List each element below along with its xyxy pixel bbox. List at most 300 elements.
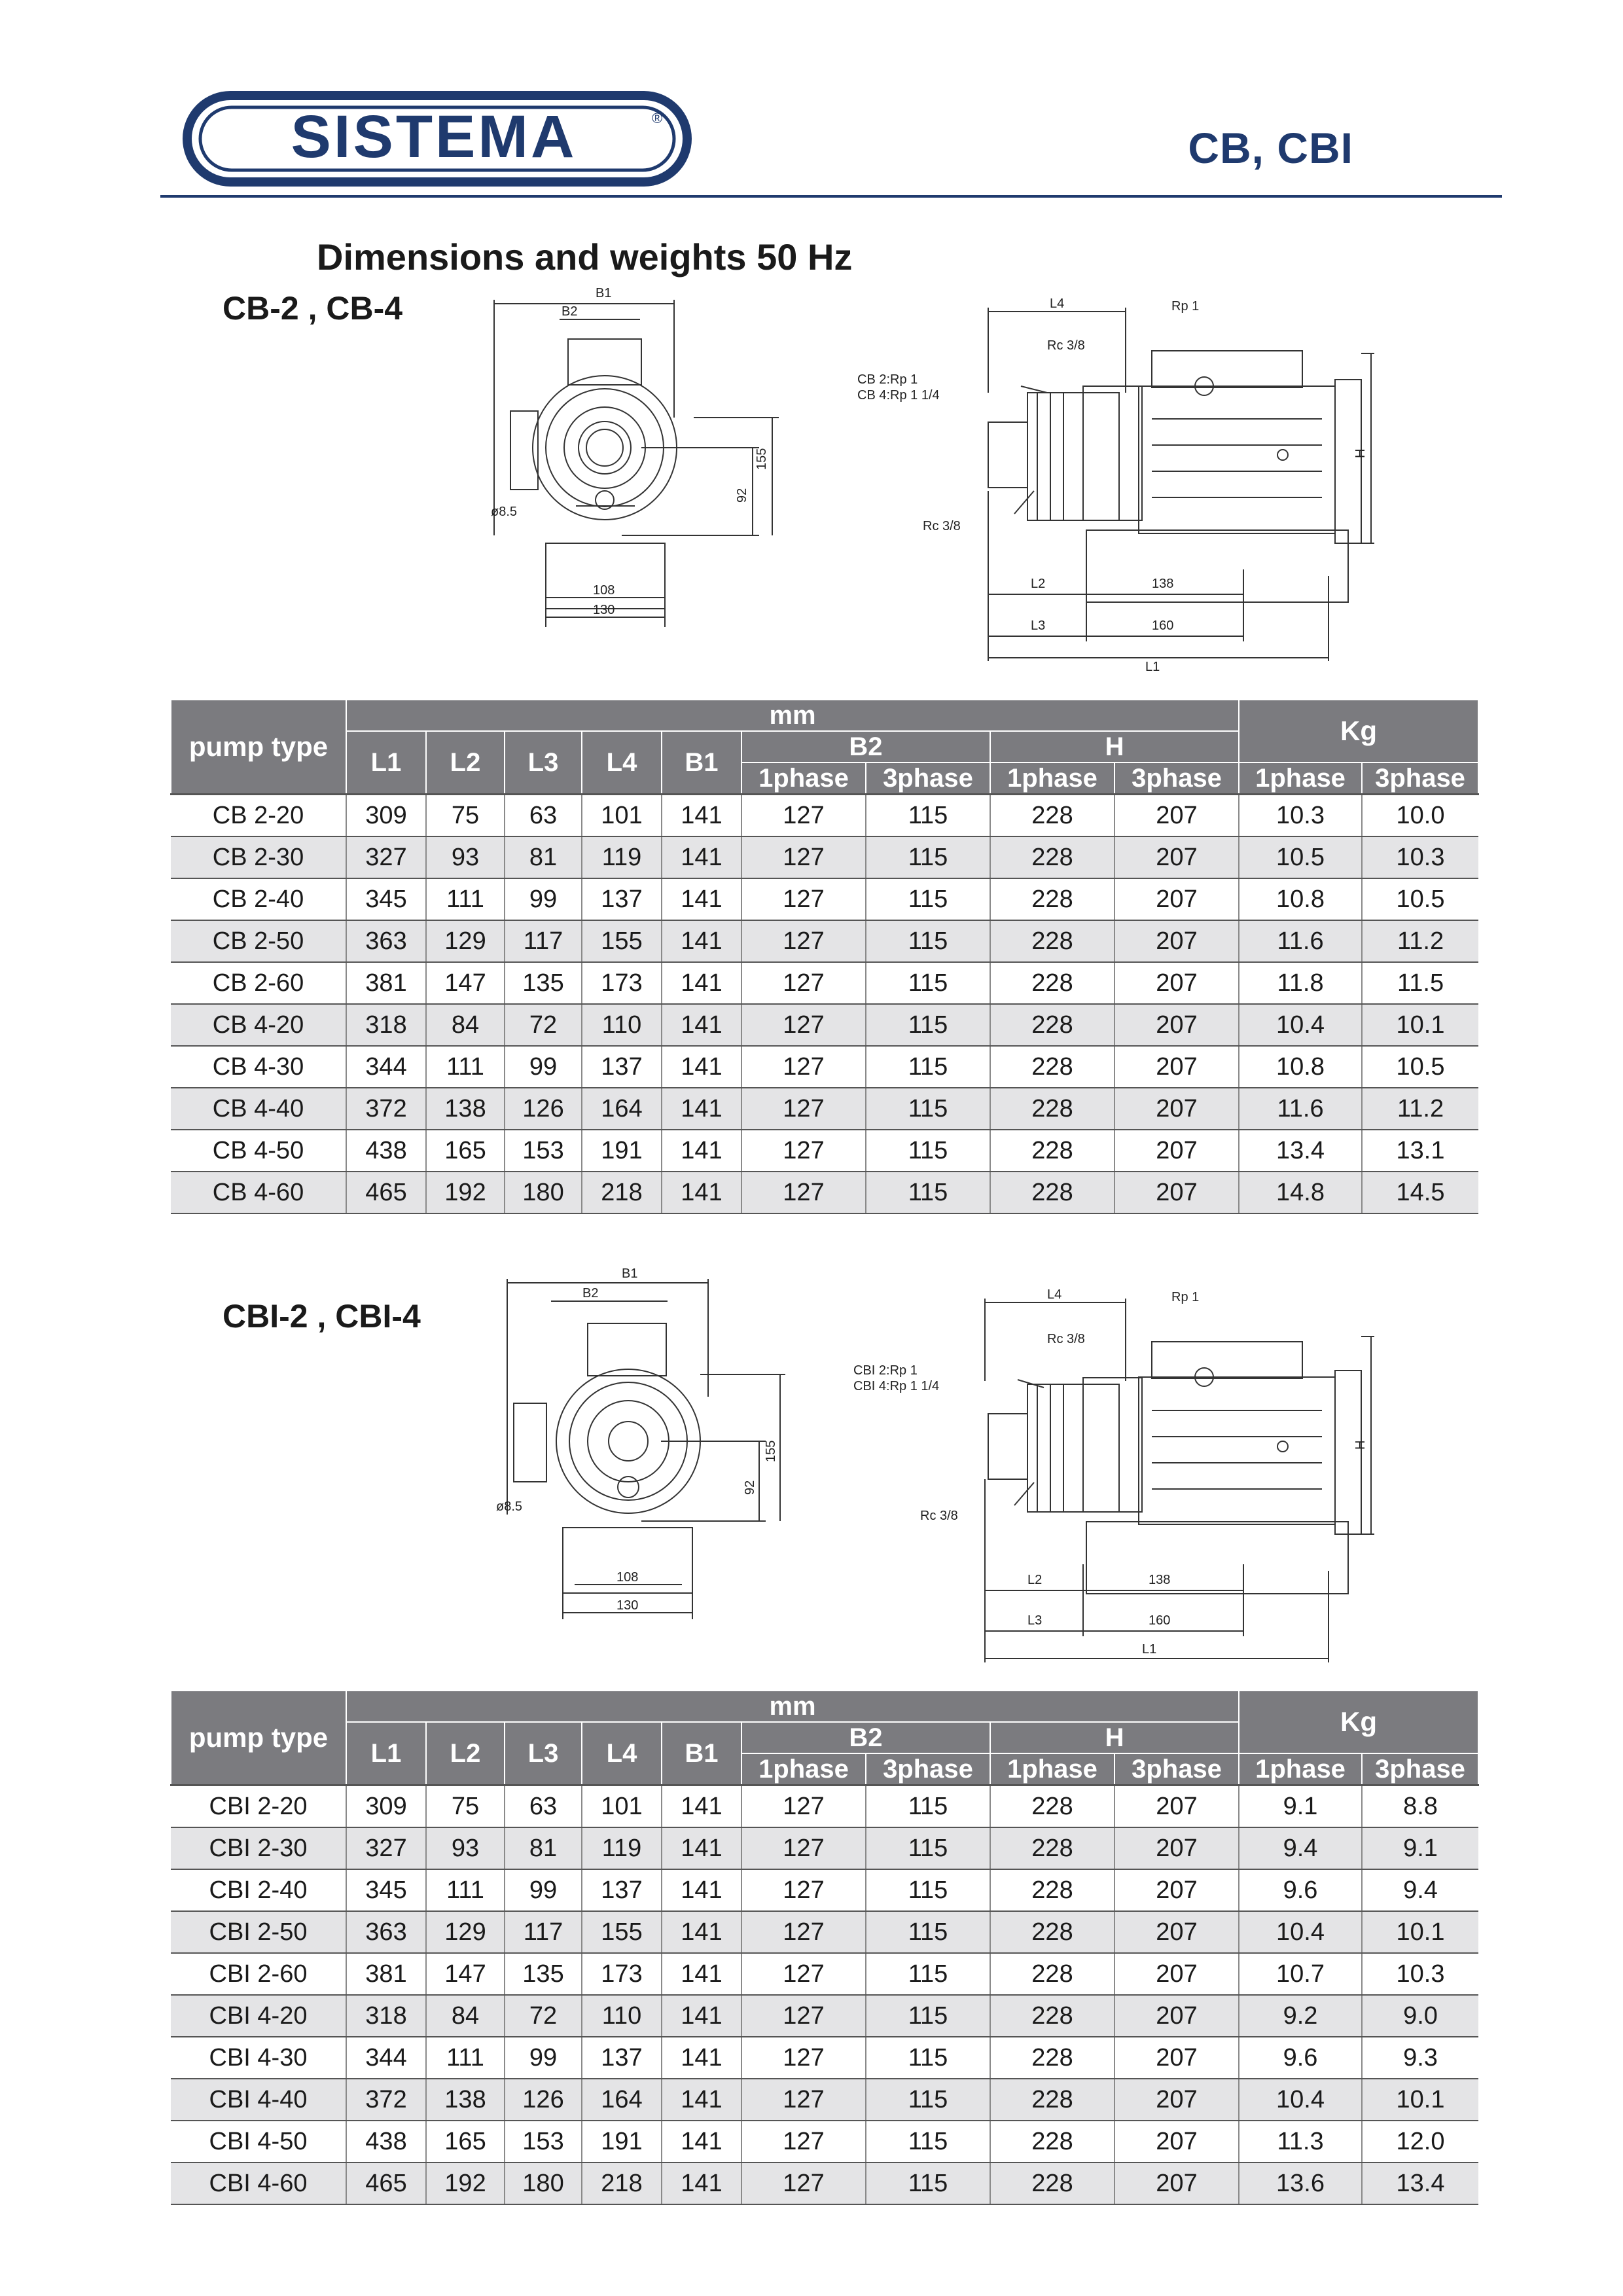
- table-cell: 138: [426, 2079, 505, 2121]
- table-cell: 10.3: [1362, 836, 1478, 878]
- table-cell: 141: [662, 920, 741, 962]
- table-cell: 126: [505, 1088, 582, 1130]
- table-cell: 155: [582, 920, 662, 962]
- table-cell: 110: [582, 1004, 662, 1046]
- dim-hole: ø8.5: [491, 505, 518, 519]
- dim-160: 160: [1149, 1613, 1171, 1628]
- table-cell: 127: [741, 1172, 866, 1213]
- table-cell: 99: [505, 2037, 582, 2079]
- table-cell: 10.1: [1362, 2079, 1478, 2121]
- header-pump-type: pump type: [171, 700, 346, 795]
- table-cell: 72: [505, 1004, 582, 1046]
- table-cell: 101: [582, 795, 662, 837]
- pump-type-cell: CBI 2-50: [171, 1911, 346, 1953]
- table-cell: 147: [426, 1953, 505, 1995]
- header-h-1phase: 1phase: [990, 1753, 1115, 1785]
- table-cell: 318: [346, 1004, 426, 1046]
- table-cell: 127: [741, 2079, 866, 2121]
- table-cell: 9.3: [1362, 2037, 1478, 2079]
- table-cell: 228: [990, 1088, 1115, 1130]
- table-cell: 11.2: [1362, 1088, 1478, 1130]
- table-row: [171, 1869, 1478, 1911]
- table-cell: 11.6: [1239, 920, 1362, 962]
- dim-l2: L2: [1031, 577, 1046, 591]
- table-cell: 228: [990, 2162, 1115, 2204]
- table-cell: 14.5: [1362, 1172, 1478, 1213]
- table-cell: 119: [582, 836, 662, 878]
- table-cell: 115: [866, 1785, 990, 1828]
- table-cell: 141: [662, 878, 741, 920]
- table-cell: 309: [346, 795, 426, 837]
- table-cell: 138: [426, 1088, 505, 1130]
- table-cell: 153: [505, 1130, 582, 1172]
- table-cell: 438: [346, 2121, 426, 2162]
- table-cell: 115: [866, 2079, 990, 2121]
- dim-130: 130: [593, 603, 615, 617]
- table-cell: 137: [582, 1046, 662, 1088]
- table-cell: 141: [662, 2037, 741, 2079]
- header-b2-1phase: 1phase: [741, 762, 866, 795]
- header-l1: L1: [346, 731, 426, 795]
- table-cell: 363: [346, 1911, 426, 1953]
- table-cell: 63: [505, 1785, 582, 1828]
- pump-type-cell: CB 4-20: [171, 1004, 346, 1046]
- header-mm: mm: [346, 700, 1239, 731]
- dim-138: 138: [1152, 577, 1174, 591]
- header-b1: B1: [662, 1722, 741, 1785]
- table-cell: 372: [346, 1088, 426, 1130]
- label-rc-bottom: Rc 3/8: [920, 1509, 958, 1523]
- table-cell: 318: [346, 1995, 426, 2037]
- table-cell: 127: [741, 795, 866, 837]
- table-cell: 99: [505, 878, 582, 920]
- header-mm: mm: [346, 1691, 1239, 1722]
- table-cell: 84: [426, 1004, 505, 1046]
- dim-130: 130: [616, 1598, 639, 1613]
- table-cell: 115: [866, 1995, 990, 2037]
- table-cell: 13.6: [1239, 2162, 1362, 2204]
- pump-type-cell: CBI 4-30: [171, 2037, 346, 2079]
- cb-model-heading: CB-2 , CB-4: [223, 290, 403, 327]
- pump-type-cell: CBI 2-20: [171, 1785, 346, 1828]
- dim-160: 160: [1152, 619, 1174, 633]
- table-cell: 10.4: [1239, 1911, 1362, 1953]
- table-cell: 228: [990, 2037, 1115, 2079]
- header-b2: B2: [741, 731, 990, 762]
- table-cell: 11.6: [1239, 1088, 1362, 1130]
- table-cell: 115: [866, 1046, 990, 1088]
- table-cell: 115: [866, 1172, 990, 1213]
- label-rp1: Rp 1: [1171, 1290, 1200, 1304]
- table-cell: 127: [741, 2162, 866, 2204]
- table-cell: 137: [582, 1869, 662, 1911]
- table-row: [171, 1785, 1478, 1828]
- table-cell: 228: [990, 920, 1115, 962]
- table-row: [171, 1130, 1478, 1172]
- table-cell: 127: [741, 1911, 866, 1953]
- dim-138: 138: [1149, 1573, 1171, 1587]
- table-cell: 173: [582, 1953, 662, 1995]
- table-cell: 180: [505, 1172, 582, 1213]
- pump-type-cell: CB 4-30: [171, 1046, 346, 1088]
- table-row: [171, 920, 1478, 962]
- pump-type-cell: CBI 4-40: [171, 2079, 346, 2121]
- table-cell: 63: [505, 795, 582, 837]
- table-cell: 9.0: [1362, 1995, 1478, 2037]
- table-cell: 228: [990, 1172, 1115, 1213]
- dim-155: 155: [764, 1440, 778, 1462]
- table-cell: 218: [582, 1172, 662, 1213]
- table-cell: 12.0: [1362, 2121, 1478, 2162]
- table-cell: 127: [741, 1004, 866, 1046]
- table-cell: 228: [990, 962, 1115, 1004]
- dim-92: 92: [735, 488, 749, 503]
- table-cell: 141: [662, 1995, 741, 2037]
- table-cell: 10.3: [1239, 795, 1362, 837]
- header-kg-3phase: 3phase: [1362, 1753, 1478, 1785]
- table-cell: 10.5: [1362, 878, 1478, 920]
- table-cell: 228: [990, 1827, 1115, 1869]
- table-cell: 10.8: [1239, 1046, 1362, 1088]
- dim-b2: B2: [562, 304, 578, 319]
- header-kg-3phase: 3phase: [1362, 762, 1478, 795]
- table-cell: 207: [1115, 1172, 1239, 1213]
- table-cell: 207: [1115, 836, 1239, 878]
- table-row: [171, 878, 1478, 920]
- table-cell: 99: [505, 1869, 582, 1911]
- table-cell: 115: [866, 2121, 990, 2162]
- pump-type-cell: CB 4-40: [171, 1088, 346, 1130]
- label-conn-1: CB 2:Rp 1: [857, 372, 918, 387]
- pump-type-cell: CBI 2-60: [171, 1953, 346, 1995]
- table-cell: 10.4: [1239, 2079, 1362, 2121]
- table-cell: 141: [662, 1046, 741, 1088]
- table-cell: 11.3: [1239, 2121, 1362, 2162]
- table-row: [171, 1911, 1478, 1953]
- table-cell: 207: [1115, 1004, 1239, 1046]
- table-cell: 173: [582, 962, 662, 1004]
- table-cell: 465: [346, 2162, 426, 2204]
- table-cell: 99: [505, 1046, 582, 1088]
- table-cell: 127: [741, 1869, 866, 1911]
- header-l4: L4: [582, 731, 662, 795]
- table-cell: 127: [741, 836, 866, 878]
- table-cell: 81: [505, 836, 582, 878]
- table-cell: 207: [1115, 1088, 1239, 1130]
- table-cell: 11.5: [1362, 962, 1478, 1004]
- table-cell: 207: [1115, 795, 1239, 837]
- table-cell: 164: [582, 1088, 662, 1130]
- table-cell: 207: [1115, 1995, 1239, 2037]
- table-cell: 372: [346, 2079, 426, 2121]
- table-row: [171, 1995, 1478, 2037]
- pump-type-cell: CB 4-50: [171, 1130, 346, 1172]
- table-cell: 13.4: [1362, 2162, 1478, 2204]
- cbi-model-heading: CBI-2 , CBI-4: [223, 1298, 421, 1335]
- table-cell: 228: [990, 1953, 1115, 1995]
- table-cell: 228: [990, 2121, 1115, 2162]
- table-cell: 141: [662, 1785, 741, 1828]
- cbi-front-view-drawing: [478, 1266, 785, 1619]
- table-cell: 345: [346, 1869, 426, 1911]
- pump-type-cell: CBI 4-60: [171, 2162, 346, 2204]
- header-kg: Kg: [1239, 700, 1478, 762]
- table-cell: 115: [866, 2037, 990, 2079]
- table-cell: 10.1: [1362, 1004, 1478, 1046]
- pump-type-cell: CB 2-20: [171, 795, 346, 837]
- table-row: [171, 1953, 1478, 1995]
- table-cell: 75: [426, 795, 505, 837]
- table-cell: 14.8: [1239, 1172, 1362, 1213]
- pump-type-cell: CBI 4-20: [171, 1995, 346, 2037]
- table-cell: 165: [426, 1130, 505, 1172]
- table-cell: 141: [662, 1172, 741, 1213]
- table-cell: 9.6: [1239, 2037, 1362, 2079]
- table-cell: 10.5: [1362, 1046, 1478, 1088]
- table-cell: 141: [662, 1869, 741, 1911]
- pump-type-cell: CB 2-60: [171, 962, 346, 1004]
- cbi-side-view-drawing: [844, 1283, 1387, 1669]
- table-cell: 228: [990, 1785, 1115, 1828]
- table-cell: 13.1: [1362, 1130, 1478, 1172]
- table-cell: 228: [990, 1911, 1115, 1953]
- pump-type-cell: CB 4-60: [171, 1172, 346, 1213]
- table-cell: 207: [1115, 1130, 1239, 1172]
- table-cell: 126: [505, 2079, 582, 2121]
- table-cell: 327: [346, 836, 426, 878]
- table-cell: 344: [346, 2037, 426, 2079]
- table-cell: 111: [426, 878, 505, 920]
- dim-108: 108: [616, 1570, 639, 1585]
- table-cell: 207: [1115, 1827, 1239, 1869]
- table-cell: 127: [741, 1088, 866, 1130]
- table-cell: 127: [741, 1995, 866, 2037]
- table-cell: 127: [741, 1130, 866, 1172]
- header-pump-type: pump type: [171, 1691, 346, 1785]
- table-cell: 207: [1115, 878, 1239, 920]
- table-cell: 127: [741, 878, 866, 920]
- table-cell: 119: [582, 1827, 662, 1869]
- pump-type-cell: CBI 2-30: [171, 1827, 346, 1869]
- table-cell: 191: [582, 2121, 662, 2162]
- label-rc-top: Rc 3/8: [1047, 1332, 1085, 1346]
- header-l3: L3: [505, 1722, 582, 1785]
- dim-h: H: [1353, 1440, 1368, 1450]
- table-cell: 207: [1115, 920, 1239, 962]
- dim-l3: L3: [1027, 1613, 1043, 1628]
- dim-b1: B1: [596, 287, 612, 300]
- table-cell: 228: [990, 2079, 1115, 2121]
- table-cell: 363: [346, 920, 426, 962]
- header-h: H: [990, 731, 1239, 762]
- table-cell: 115: [866, 1911, 990, 1953]
- table-cell: 228: [990, 795, 1115, 837]
- header-h: H: [990, 1722, 1239, 1753]
- table-cell: 115: [866, 1004, 990, 1046]
- table-cell: 101: [582, 1785, 662, 1828]
- table-cell: 381: [346, 1953, 426, 1995]
- header-b2: B2: [741, 1722, 990, 1753]
- pump-type-cell: CBI 2-40: [171, 1869, 346, 1911]
- table-cell: 115: [866, 1088, 990, 1130]
- header-l1: L1: [346, 1722, 426, 1785]
- pump-type-cell: CB 2-50: [171, 920, 346, 962]
- dim-h: H: [1353, 448, 1368, 458]
- table-row: [171, 1046, 1478, 1088]
- table-cell: 115: [866, 962, 990, 1004]
- header-b1: B1: [662, 731, 741, 795]
- table-row: [171, 1088, 1478, 1130]
- table-cell: 344: [346, 1046, 426, 1088]
- table-cell: 218: [582, 2162, 662, 2204]
- table-cell: 115: [866, 1827, 990, 1869]
- table-cell: 8.8: [1362, 1785, 1478, 1828]
- table-cell: 141: [662, 1827, 741, 1869]
- table-cell: 127: [741, 2037, 866, 2079]
- table-cell: 228: [990, 1869, 1115, 1911]
- table-row: [171, 962, 1478, 1004]
- registered-mark: ®: [652, 110, 663, 126]
- table-cell: 137: [582, 878, 662, 920]
- table-cell: 207: [1115, 1911, 1239, 1953]
- table-cell: 228: [990, 1995, 1115, 2037]
- header-h-3phase: 3phase: [1115, 1753, 1239, 1785]
- table-cell: 309: [346, 1785, 426, 1828]
- table-row: [171, 2079, 1478, 2121]
- label-conn-2: CBI 4:Rp 1 1/4: [853, 1379, 940, 1393]
- table-cell: 165: [426, 2121, 505, 2162]
- table-cell: 110: [582, 1995, 662, 2037]
- dim-92: 92: [743, 1480, 757, 1495]
- table-cell: 11.8: [1239, 962, 1362, 1004]
- table-cell: 465: [346, 1172, 426, 1213]
- pump-type-cell: CBI 4-50: [171, 2121, 346, 2162]
- table-cell: 153: [505, 2121, 582, 2162]
- header-b2-3phase: 3phase: [866, 762, 990, 795]
- header-divider: [160, 195, 1502, 198]
- table-cell: 10.5: [1239, 836, 1362, 878]
- table-row: [171, 2037, 1478, 2079]
- table-cell: 207: [1115, 2079, 1239, 2121]
- table-row: [171, 2121, 1478, 2162]
- header-l2: L2: [426, 1722, 505, 1785]
- table-cell: 10.7: [1239, 1953, 1362, 1995]
- table-cell: 93: [426, 1827, 505, 1869]
- label-conn-1: CBI 2:Rp 1: [853, 1363, 918, 1378]
- table-cell: 129: [426, 1911, 505, 1953]
- table-row: [171, 795, 1478, 837]
- table-cell: 141: [662, 2121, 741, 2162]
- brand-name: SISTEMA: [291, 103, 577, 170]
- table-cell: 9.2: [1239, 1995, 1362, 2037]
- table-cell: 180: [505, 2162, 582, 2204]
- table-cell: 228: [990, 1130, 1115, 1172]
- table-cell: 345: [346, 878, 426, 920]
- table-cell: 135: [505, 962, 582, 1004]
- header-l2: L2: [426, 731, 505, 795]
- table-cell: 10.1: [1362, 1911, 1478, 1953]
- table-cell: 228: [990, 878, 1115, 920]
- table-cell: 141: [662, 836, 741, 878]
- cb-front-view-drawing: [478, 287, 785, 627]
- label-rc-top: Rc 3/8: [1047, 338, 1085, 353]
- table-cell: 111: [426, 1869, 505, 1911]
- table-cell: 127: [741, 1785, 866, 1828]
- table-cell: 207: [1115, 1046, 1239, 1088]
- dim-l4: L4: [1047, 1287, 1062, 1302]
- table-cell: 141: [662, 2162, 741, 2204]
- label-rp1: Rp 1: [1171, 299, 1200, 314]
- dim-hole: ø8.5: [496, 1499, 523, 1514]
- table-cell: 115: [866, 920, 990, 962]
- table-cell: 117: [505, 1911, 582, 1953]
- dim-l2: L2: [1027, 1573, 1043, 1587]
- header-kg-1phase: 1phase: [1239, 1753, 1362, 1785]
- pump-type-cell: CB 2-30: [171, 836, 346, 878]
- table-cell: 381: [346, 962, 426, 1004]
- table-cell: 191: [582, 1130, 662, 1172]
- table-cell: 127: [741, 1827, 866, 1869]
- table-cell: 13.4: [1239, 1130, 1362, 1172]
- table-row: [171, 2162, 1478, 2204]
- table-cell: 11.2: [1362, 920, 1478, 962]
- table-cell: 207: [1115, 2037, 1239, 2079]
- table-cell: 84: [426, 1995, 505, 2037]
- table-cell: 127: [741, 920, 866, 962]
- header-kg: Kg: [1239, 1691, 1478, 1753]
- table-cell: 207: [1115, 1785, 1239, 1828]
- table-cell: 141: [662, 1953, 741, 1995]
- table-cell: 9.4: [1362, 1869, 1478, 1911]
- section-title: Dimensions and weights 50 Hz: [317, 236, 853, 278]
- cb-dimensions-table: [170, 699, 1479, 1214]
- dim-b2: B2: [582, 1286, 599, 1300]
- table-cell: 137: [582, 2037, 662, 2079]
- table-cell: 10.4: [1239, 1004, 1362, 1046]
- table-cell: 141: [662, 2079, 741, 2121]
- table-cell: 117: [505, 920, 582, 962]
- table-cell: 115: [866, 1130, 990, 1172]
- header-h-3phase: 3phase: [1115, 762, 1239, 795]
- table-cell: 228: [990, 1004, 1115, 1046]
- sistema-logo: [182, 90, 692, 187]
- table-cell: 115: [866, 878, 990, 920]
- table-cell: 115: [866, 795, 990, 837]
- table-cell: 192: [426, 2162, 505, 2204]
- table-cell: 147: [426, 962, 505, 1004]
- header-l3: L3: [505, 731, 582, 795]
- table-cell: 115: [866, 836, 990, 878]
- table-cell: 81: [505, 1827, 582, 1869]
- table-cell: 115: [866, 2162, 990, 2204]
- header-l4: L4: [582, 1722, 662, 1785]
- pump-type-cell: CB 2-40: [171, 878, 346, 920]
- table-cell: 207: [1115, 1953, 1239, 1995]
- header-b2-1phase: 1phase: [741, 1753, 866, 1785]
- table-cell: 129: [426, 920, 505, 962]
- table-cell: 115: [866, 1869, 990, 1911]
- table-row: [171, 836, 1478, 878]
- table-cell: 9.1: [1362, 1827, 1478, 1869]
- table-cell: 10.0: [1362, 795, 1478, 837]
- table-cell: 141: [662, 1088, 741, 1130]
- table-cell: 141: [662, 1130, 741, 1172]
- dim-l4: L4: [1050, 296, 1065, 311]
- cb-side-view-drawing: [851, 295, 1387, 674]
- header-b2-3phase: 3phase: [866, 1753, 990, 1785]
- cbi-dimensions-table: [170, 1690, 1479, 2205]
- table-cell: 207: [1115, 1869, 1239, 1911]
